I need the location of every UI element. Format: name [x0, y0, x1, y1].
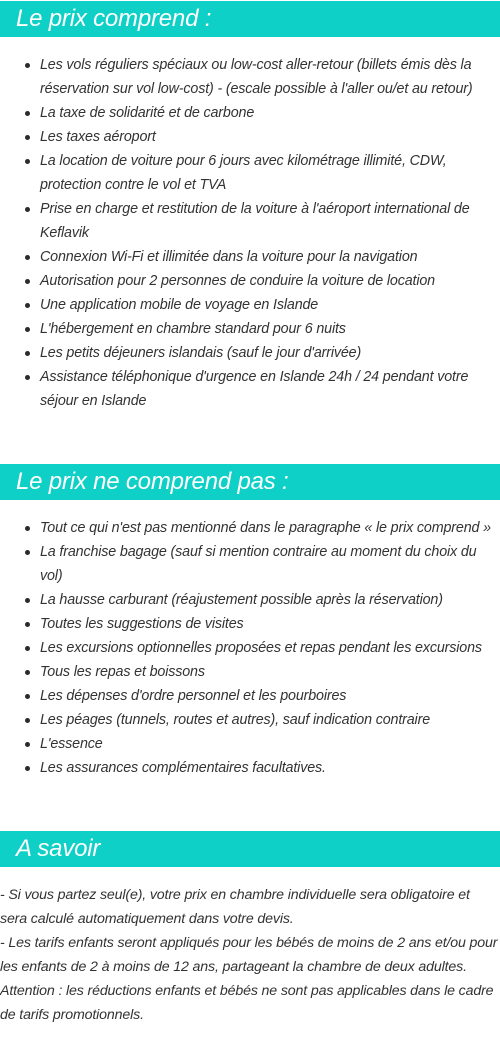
- info-paragraph: Attention : les réductions enfants et bébés ne sont pas applicables dans le cadre de tarifs promotionnels.: [0, 983, 494, 1023]
- bullet-icon: [25, 279, 30, 284]
- list-item: [40, 245, 500, 269]
- list-item: [40, 53, 500, 101]
- list-item-text: Les petits déjeuners islandais (sauf le jour d'arrivée): [40, 345, 362, 361]
- bullet-icon: [25, 694, 30, 699]
- section-title-excluded: Le prix ne comprend pas :: [0, 464, 500, 500]
- bullet-icon: [25, 303, 30, 308]
- bullet-icon: [25, 598, 30, 603]
- list-item: [40, 660, 500, 684]
- list-item-text: Les vols réguliers spéciaux ou low-cost aller-retour (billets émis dès la réservation sur vol low-cost) - (escale possible à l'aller ou/et au retour): [40, 57, 473, 97]
- list-item: [40, 636, 500, 660]
- list-item-text: L'essence: [40, 736, 103, 752]
- bullet-icon: [25, 622, 30, 627]
- bullet-icon: [25, 718, 30, 723]
- bullet-icon: [25, 375, 30, 380]
- list-item-text: Une application mobile de voyage en Islande: [40, 297, 319, 313]
- list-item: [40, 516, 500, 540]
- included-list: [0, 53, 500, 413]
- list-item-text: Tous les repas et boissons: [40, 664, 205, 680]
- list-item: [40, 125, 500, 149]
- list-item: [40, 341, 500, 365]
- section-title-info: A savoir: [0, 831, 500, 867]
- bullet-icon: [25, 111, 30, 116]
- section-title-included: Le prix comprend :: [0, 1, 500, 37]
- list-item-text: Les excursions optionnelles proposées et repas pendant les excursions: [40, 640, 482, 656]
- list-item-text: L'hébergement en chambre standard pour 6 nuits: [40, 321, 346, 337]
- bullet-icon: [25, 327, 30, 332]
- info-notes: [0, 883, 500, 1027]
- list-item: [40, 732, 500, 756]
- bullet-icon: [25, 135, 30, 140]
- list-item: [40, 101, 500, 125]
- bullet-icon: [25, 766, 30, 771]
- bullet-icon: [25, 63, 30, 68]
- list-item-text: Les péages (tunnels, routes et autres), sauf indication contraire: [40, 712, 430, 728]
- info-paragraph: - Si vous partez seul(e), votre prix en chambre individuelle sera obligatoire et sera calculé automatiquement dans votre devis.: [0, 887, 470, 927]
- bullet-icon: [25, 742, 30, 747]
- bullet-icon: [25, 159, 30, 164]
- list-item-text: La taxe de solidarité et de carbone: [40, 105, 255, 121]
- list-item: [40, 756, 500, 780]
- list-item-text: Tout ce qui n'est pas mentionné dans le paragraphe « le prix comprend »: [40, 520, 491, 536]
- list-item: [40, 149, 500, 197]
- list-item: [40, 365, 500, 413]
- list-item-text: Connexion Wi-Fi et illimitée dans la voiture pour la navigation: [40, 249, 418, 265]
- list-item-text: Assistance téléphonique d'urgence en Islande 24h / 24 pendant votre séjour en Islande: [40, 369, 469, 409]
- list-item-text: Autorisation pour 2 personnes de conduire la voiture de location: [40, 273, 435, 289]
- list-item-text: Les assurances complémentaires facultatives.: [40, 760, 326, 776]
- bullet-icon: [25, 526, 30, 531]
- bullet-icon: [25, 351, 30, 356]
- list-item-text: La location de voiture pour 6 jours avec kilométrage illimité, CDW, protection contre le vol et TVA: [40, 153, 447, 193]
- list-item-text: La franchise bagage (sauf si mention contraire au moment du choix du vol): [40, 544, 477, 584]
- list-item-text: Prise en charge et restitution de la voiture à l'aéroport international de Keflavik: [40, 201, 470, 241]
- list-item-text: Les dépenses d'ordre personnel et les pourboires: [40, 688, 347, 704]
- list-item: [40, 612, 500, 636]
- list-item: [40, 197, 500, 245]
- list-item: [40, 684, 500, 708]
- excluded-list: [0, 516, 500, 780]
- list-item-text: Toutes les suggestions de visites: [40, 616, 244, 632]
- list-item: [40, 540, 500, 588]
- bullet-icon: [25, 646, 30, 651]
- info-paragraph: - Les tarifs enfants seront appliqués pour les bébés de moins de 2 ans et/ou pour les enfants de 2 à moins de 12 ans, partageant la chambre de deux adultes.: [0, 935, 498, 975]
- bullet-icon: [25, 550, 30, 555]
- bullet-icon: [25, 207, 30, 212]
- list-item: [40, 708, 500, 732]
- list-item: [40, 269, 500, 293]
- list-item-text: Les taxes aéroport: [40, 129, 156, 145]
- bullet-icon: [25, 670, 30, 675]
- list-item: [40, 293, 500, 317]
- list-item: [40, 588, 500, 612]
- bullet-icon: [25, 255, 30, 260]
- list-item-text: La hausse carburant (réajustement possible après la réservation): [40, 592, 443, 608]
- list-item: [40, 317, 500, 341]
